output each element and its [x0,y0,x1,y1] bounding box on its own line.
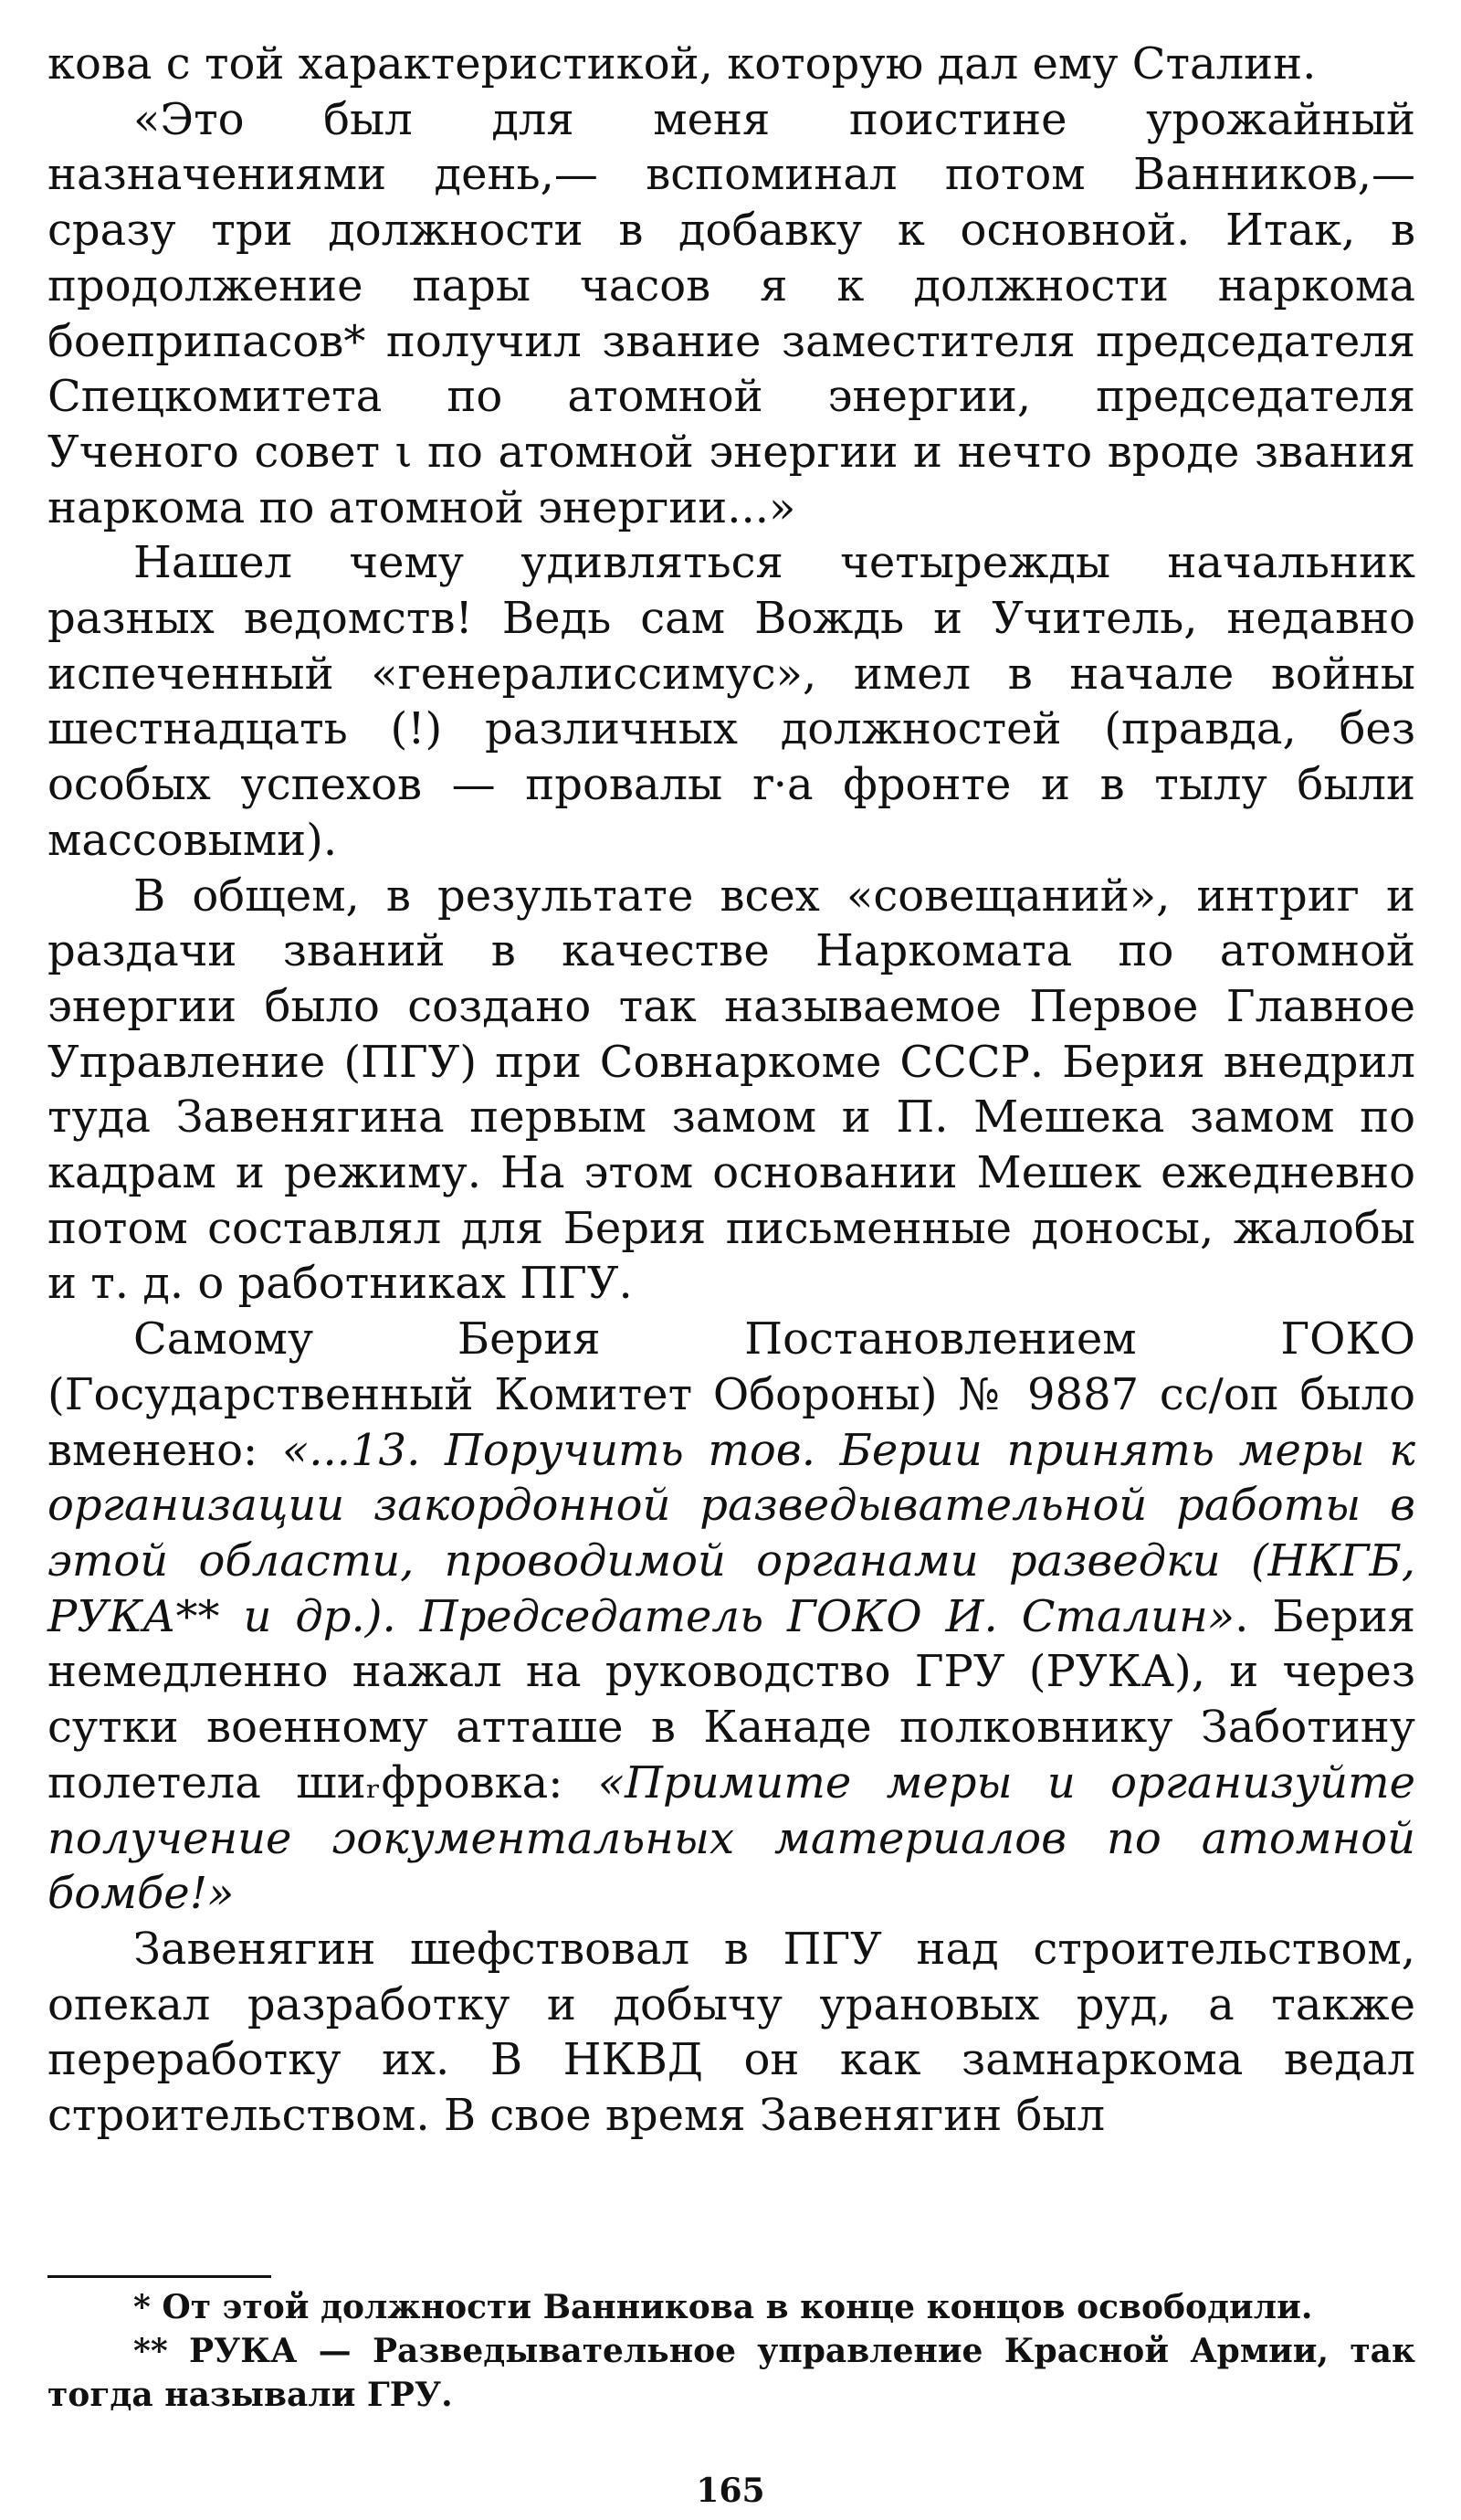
paragraph: Нашел чему удивляться четырежды начальник разных ведомств! Ведь сам Вождь и Учитель, недавно испеченный «генералиссимус», имел в начале войны шестнадцать (!) различных должностей (правда, без особых успехов — провалы r·a фронте и в тылу были массовыми). [47,537,1415,866]
quote-italic: «...13. Поручить тов. Берии принять меры к организации закордонной разведывательной работы в этой области, проводимой органами разведки (НКГБ, РУКА** и др.). Председатель ГОКО И. Сталин» [47,1424,1416,1642]
paragraph: Завенягин шефствовал в ПГУ над строительством, опекал разработку и добычу урановых руд, а также переработку их. В НКВД он как замнаркома ведал строительством. В свое время Завенягин был [47,1923,1415,2142]
footnotes [47,2285,1415,2417]
paragraph: В общем, в результате всех «совещаний», интриг и раздачи званий в качестве Наркомата по атомной энергии было создано так называемое Первое Главное Управление (ПГУ) при Совнаркоме СССР. Берия внедрил туда Завенягина первым замом и П. Мешека замом по кадрам и режиму. На этом основании Мешек ежедневно потом составлял для Берия письменные доносы, жалобы и т. д. о работниках ПГУ. [47,870,1415,1310]
page-body [47,37,1415,2144]
footnote-divider [47,2275,271,2278]
paragraph: кова с той характеристикой, которую дал ему Сталин. [47,38,1317,90]
paragraph: «Это был для меня поистине урожайный назначениями день,— вспоминал потом Ванников,— сразу три должности в добавку к основной. Итак, в продолжение пары часов я к должности наркома боеприпасов* получил звание заместителя председателя Спецкомитета по атомной энергии, председателя Ученого совет ι по атомной энергии и нечто вроде звания наркома по атомной энергии...» [47,93,1415,533]
footnote: * От этой должности Ванникова в конце концов освободили. [133,2288,1313,2326]
paragraph: Самому Берия Постановлением ГОКО (Государственный Комитет Обороны) № 9887 сс/оп было вменено: «...13. Поручить тов. Берии принять меры к организации закордонной разведывательной работы в этой области, проводимой органами разведки (НКГБ, РУКА** и др.). Председатель ГОКО И. Сталин». Берия немедленно нажал на руководство ГРУ (РУКА), и через сутки военному атташе в Канаде полковнику Заботину полетела шиᵣфровка: «Примите меры и организуйте получение ɔокументальных материалов по атомной бомбе!» [47,1313,1416,1920]
footnote: ** РУКА — Разведывательное управление Красной Армии, так тогда называли ГРУ. [47,2332,1415,2414]
quote-italic: «Примите меры и организуйте получение ɔокументальных материалов по атомной бомбе!» [47,1756,1415,1920]
page-number: 165 [696,2472,765,2510]
